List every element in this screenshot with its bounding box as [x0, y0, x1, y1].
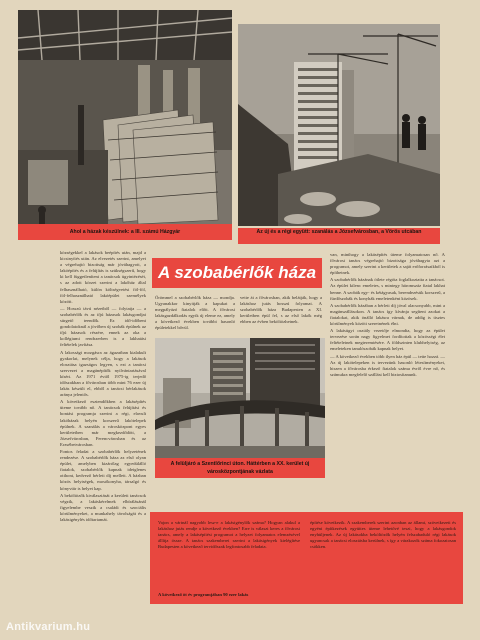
- cranes-photo: [238, 24, 440, 226]
- paragraph: A következő esztendőkben a lakásépítés üteme tovább nő. A tanácsok felújítási és bontási programja szerint a régi, elavult lakóházak helyén korszerű lakótelepek épülnek. A szanálás a városközpont egyes kerületeiben már megkezdődött, a Józsefvárosban, Ferencvárosban és az Erzsébetvárosban.: [60, 399, 146, 447]
- highlight-column-right: [310, 520, 456, 600]
- paragraph: A szobabérlők házának ötlete régóta foglalkoztatta a tanácsot. Az épület kilenc emeletes, s mintegy háromszáz fiatal lakhat benne. A szobák egy- és kétágyasak, berendezésük korszerű, a fürdőszobák és konyhák emeletenként közösek.: [330, 277, 445, 301]
- paragraph: Örömmel a szobabérlők háza — mondja. Ugyanakkor kinyitják a kapukat a megpályázó fiatalok előtt. A fővárosi lakásgazdálkodás egyik új eleme ez, amely a következő években további hasonló épületekkel bővül.: [155, 295, 235, 331]
- factory-caption: Ahol a házak készülnek: a III. számú Házgyár: [18, 224, 232, 240]
- cranes-photo-image: [238, 24, 440, 226]
- paragraph: — Hosszú távú nézetből — folytatja — a szobabérlők és az ifjú házasok lakásgondjai sürgető teendők. Ez idő-időbeni gondolatoknál a jövőben új szobák épülnek az ifjú házasok részére, ennek az oka a kollégiumi rendszerben is a lakhatási feltételek javítása.: [60, 305, 146, 348]
- paragraph: Vajon a vártnál nagyobb lesz-e a lakásigénylők száma? Hogyan alakul a lakáshoz jutás rendje a következő években? Erre is választ keres a fővárosi tanács, amely a lakásépítési programot a helyzet folyamatos elemzésével állítja össze. A tanács szakemberei szerint a lakásigények kielégítése Budapesten a következő tervidőszak legfontosabb feladata.: [158, 520, 300, 550]
- article-column-right: [330, 252, 445, 508]
- bridge-photo-image: [155, 338, 325, 458]
- article-title: A szobabérlők háza: [152, 258, 322, 288]
- paragraph: községekkel a lakások beépítés után, majd a kicsinyítés után. Az elvezetés szerint, amelyet a végrehajtó bizottság már jóváhagyott, a lakóépítés és a felújítás is szükségszerű, hogy ki kell függetleníteni a tanácsok ügyintézését, s az adott körzet szerint a lakóház által felhasználható, külön költségvetési föl-föl, föl-felhasználható lakóépület személyek között.: [60, 250, 146, 304]
- paragraph: — A következő években több ilyen ház épül — tette hozzá. — Az új lakótelepeken is tervezünk hasonló létesítményeket, hiszen a fővárosba érkező fiatalok száma évről évre nő, és számukra megfelelő szállást kell biztosítanunk.: [330, 353, 445, 377]
- paragraph: vette át a fővárosban, akik belátják, hogy a lakáshoz jutás hosszú folyamat. A szobabérlők háza Budapesten a XI. kerületben épül fel, s az első lakók még ebben az évben beköltözhetnek.: [240, 295, 322, 325]
- paragraph: A beköltözők kiválasztását a kerületi tanácsok végzik, a lakáskérelmek elbírálásánál figyelembe veszik a családi és szociális körülményeket, a munkahely távolságát és a lakásigénylés időtartamát.: [60, 492, 146, 523]
- paragraph: A lakossági mozgásra az ágazatban kialakult gyakorlat, melynek célja, hogy a lakások elosztása igazságos legyen, s ezt a tanácsi szervezet a magánépítők nyilvántartásával kíséri. Az 1971 évtől 1975-ig terjedő időszakban a fővárosban több mint 76 ezer új lakás készült el, ebből a tanácsi bérlakások aránya jelentős.: [60, 349, 146, 398]
- highlight-column-left: [158, 520, 300, 590]
- bridge-photo: [155, 338, 325, 458]
- paragraph: építése következik. A szakemberek szerint azonban az állami, szövetkezeti és egyéni építkezések együttes üteme lehetővé teszi, hogy a lakásgondok enyhüljenek. Az új lakásokba beköltözők helyén felszabaduló régi lakások ugyancsak a tanácsi elosztásba kerülnek, s így a várakozók száma fokozatosan csökken.: [310, 520, 456, 550]
- paragraph: A szobabérlők házában a bérleti díj jóval alacsonyabb, mint a magánszállásokon. A tanács így kívánja segíteni azokat a fiatalokat, akik önálló lakásra várnak, de addig is tisztes körülmények között szeretnének élni.: [330, 302, 445, 327]
- article-column-mid-2: [240, 295, 322, 333]
- paragraph: Fontos feladat a szobabérlők helyzetének rendezése. A szobabérlők háza az első olyan épület, amelyben kizárólag egyedülálló fiatalok, szobabérlők kapnak ideiglenes otthont, kedvező bérleti díj mellett. A házban közös helyiségek, mosókonyha, társalgó és könyvtár is helyet kap.: [60, 449, 146, 491]
- highlight-bold-line: A következő öt év programjában 90 ezer lakás: [158, 592, 249, 597]
- bridge-caption: A felüljáró a Szentlőrinci úton. Háttérben a XX. kerület új városközpontjának vázlata: [155, 458, 325, 478]
- factory-photo: [18, 10, 232, 224]
- paragraph: van, minthogy a lakásépítés üteme folyamatosan nő. A fővárosi tanács végrehajtó bizottsága jóváhagyta azt a programot, amely szerint a kerületek a saját erőforrásaikból is építhetnek.: [330, 252, 445, 276]
- factory-photo-image: [18, 10, 232, 224]
- highlight-box: [150, 512, 463, 604]
- cranes-caption: Az új és a régi együtt: szanálás a Józsefvárosban, a Vörös utcában: [238, 228, 440, 244]
- paragraph: A lakásügyi osztály vezetője elmondta, hogy az épület tervezése során nagy figyelmet fordítottak a közösségi élet feltételeinek megteremtésére. A földszinten klubhelyiség, az emeleteken tanulószobák kapnak helyet.: [330, 328, 445, 352]
- article-column-left: [60, 250, 146, 622]
- watermark: Antikvarium.hu: [6, 621, 91, 633]
- article-column-mid-1: [155, 295, 235, 333]
